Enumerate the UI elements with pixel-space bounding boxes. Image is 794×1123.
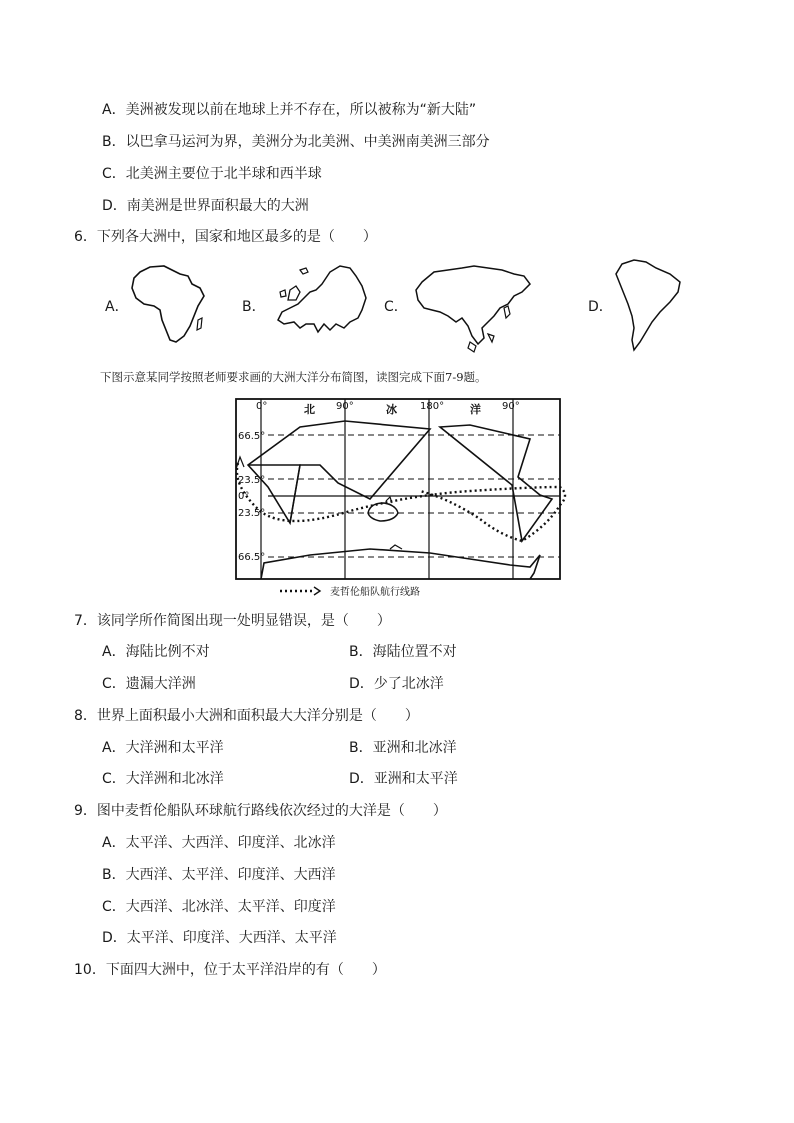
map-intro-text: 下图示意某同学按照老师要求画的大洲大洋分布简图，读图完成下面7-9题。 [100,370,487,384]
africa-outline-image [128,262,210,344]
ocean-label-char-3: 洋 [470,403,481,416]
continent-sketch-antarctica [261,549,540,579]
q7-option-b: B．海陆位置不对 [349,644,457,660]
lat-label-23n: 23.5° [238,475,266,486]
q5-option-c: C．北美洲主要位于北半球和西半球 [102,166,322,182]
ocean-label-char-2: 冰 [386,403,397,416]
q9-option-d: D．太平洋、印度洋、大西洋、太平洋 [102,930,337,946]
q5-option-b: B．以巴拿马运河为界，美洲分为北美洲、中美洲南美洲三部分 [102,134,490,150]
lat-label-23s: 23.5° [238,508,266,519]
q6-label-b: B． [242,299,266,315]
lat-label-0: 0° [238,491,250,502]
q9-option-a: A．太平洋、大西洋、印度洋、北冰洋 [102,835,336,851]
south-america-outline-image [612,258,688,354]
lon-label-90w: 90° [502,401,520,412]
continent-sketch-americas [440,425,552,541]
q6-label-a: A． [105,299,129,315]
world-sketch-map [230,395,570,600]
q5-option-d: D．南美洲是世界面积最大的大洲 [102,198,309,214]
q6-label-d: D． [588,299,613,315]
ocean-label-char-1: 北 [304,403,315,416]
q7-option-a: A．海陆比例不对 [102,644,210,660]
q7-stem: 7．该同学所作简图出现一处明显错误，是（ ） [74,613,391,629]
q8-option-a: A．大洋洲和太平洋 [102,740,224,756]
q9-option-c: C．大西洋、北冰洋、太平洋、印度洋 [102,899,336,915]
lon-label-90e: 90° [336,401,354,412]
q6-stem: 6．下列各大洲中，国家和地区最多的是（ ） [74,229,377,245]
q9-option-b: B．大西洋、太平洋、印度洋、大西洋 [102,867,336,883]
lat-label-66s: 66.5° [238,552,266,563]
q8-option-b: B．亚洲和北冰洋 [349,740,457,756]
lon-label-180: 180° [420,401,445,412]
legend-label: 麦哲伦船队航行线路 [330,587,420,598]
q8-option-d: D．亚洲和太平洋 [349,771,458,787]
q10-stem: 10．下面四大洲中，位于太平洋沿岸的有（ ） [74,962,386,978]
q8-option-c: C．大洋洲和北冰洋 [102,771,224,787]
europe-outline-image [270,262,370,340]
asia-outline-image [408,262,532,354]
q9-stem: 9．图中麦哲伦船队环球航行路线依次经过的大洋是（ ） [74,803,447,819]
q5-option-a: A．美洲被发现以前在地球上并不存在，所以被称为“新大陆” [102,102,477,118]
lon-label-0: 0° [256,401,268,412]
q8-stem: 8．世界上面积最小大洲和面积最大大洋分别是（ ） [74,708,419,724]
q7-option-c: C．遗漏大洋洲 [102,676,196,692]
q7-option-d: D．少了北冰洋 [349,676,444,692]
continent-sketch-eurasia [248,421,430,523]
q6-label-c: C． [384,299,408,315]
lat-label-66n: 66.5° [238,431,266,442]
